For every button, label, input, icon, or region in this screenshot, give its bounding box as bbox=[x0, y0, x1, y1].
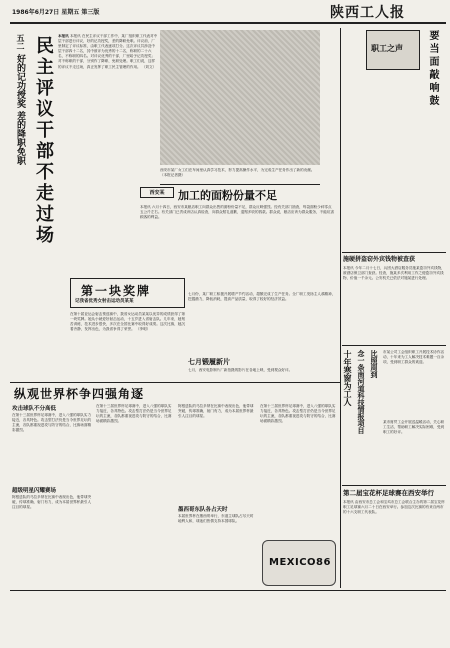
date-line: 1986年6月27日 星期五 第三版 bbox=[12, 9, 100, 16]
right-headline-b: 施硬拼盗窃外宾钱物被查获 bbox=[343, 256, 416, 263]
first-block-headline: 第一块奖牌 bbox=[81, 284, 152, 298]
left-title-small: 五二 bbox=[16, 34, 26, 50]
right-rule-3 bbox=[342, 485, 446, 486]
first-block-body: 在第十届亚运会射击预选赛中，我省女运动员某某以优异的成绩获得了第一块奖牌。她从小就爱好射击运动，十五岁进入省射击队。几年来，她刻苦训练，技术进步很快，多次在全国比赛中取得好成绩。这次比赛，她沉着冷静，发挥出色，为我省争得了荣誉。 （李明） bbox=[70, 312, 185, 332]
first-block-subtitle: 记我省优秀女射击运动员某某 bbox=[75, 299, 134, 304]
world-cup-headline: 纵观世界杯争四强角逐 bbox=[14, 387, 145, 401]
world-cup-body-c2: 阿根廷队的马拉多纳在比赛中表现出色，他带球突破，传球准确，射门有力，成为本届世界杯最引人注目的球星。 bbox=[178, 404, 254, 419]
right-body-c: 市某公司工会组织职工开展技术协作活动，十年来为工人解决技术难题一百余项，受到职工群众的欢迎。 bbox=[383, 350, 445, 365]
center-low-body-b: 七月，西安电影制片厂新拍摄的影片在各地上映，受到观众好评。 bbox=[188, 368, 293, 372]
right-col-rule bbox=[340, 28, 341, 588]
right-headline-a: 要当面敲响鼓 bbox=[427, 30, 438, 108]
world-cup-sub-a: 攻击球队不分高低 bbox=[12, 406, 57, 412]
world-cup-body-c: 本届世界杯在墨西哥举行，东道主球队占尽天时地利人和，球迷们热情支持本国球队。 bbox=[178, 514, 254, 524]
world-cup-body-d: 在第十三届世界杯足球赛中，进入八强的球队实力接近，各具特色。攻击型打法仍是当今世界足坛的主流，各队都重视进攻与防守的结合，比赛场面精彩激烈。 bbox=[260, 404, 336, 424]
right-rule-2 bbox=[342, 345, 446, 346]
paper-name: 陕西工人报 bbox=[330, 5, 405, 21]
world-cup-body-b: 阿根廷队的马拉多纳在比赛中表现出色，他带球突破，传球准确，射门有力，成为本届世界杯最引人注目的球星。 bbox=[12, 495, 92, 510]
first-block bbox=[70, 278, 185, 308]
right-headline-e: 第二届宝花杯足球赛在西安举行 bbox=[343, 489, 434, 497]
news-photo bbox=[160, 30, 320, 165]
photo-rule bbox=[160, 184, 320, 185]
mexico86-logo bbox=[262, 540, 336, 586]
left-subtitle: 好的记功授奖 差的降职免职 bbox=[15, 54, 25, 166]
right-vertical-b: 念一条南河道科技情报项目 bbox=[357, 350, 366, 434]
world-cup-body-c1: 在第十三届世界杯足球赛中，进入八强的球队实力接近，各具特色。攻击型打法仍是当今世界足坛的主流，各队都重视进攻与防守的结合，比赛场面精彩激烈。 bbox=[96, 404, 172, 424]
center-body: 本报讯 六月十四日，西安市某粮店职工向群众出售的面粉份量不足，群众反映强烈。经有关部门抽查，每袋面粉少秤零点五公斤左右。有关部门已责成该店认真检查，向群众赔礼道歉，退赔多收的钱款。群众说，粮店应该为群众服务，不能坑害顾客的利益。 bbox=[140, 205, 335, 220]
right-vertical-a: 十年寒窗为工人 bbox=[343, 350, 353, 406]
center-kicker: 西安某 bbox=[140, 187, 174, 198]
world-cup-body-a: 在第十三届世界杯足球赛中，进入八强的球队实力接近，各具特色。攻击型打法仍是当今世界足坛的主流，各队都重视进攻与防守的结合，比赛场面精彩激烈。 bbox=[12, 413, 92, 433]
right-vertical-c: 比照周到 bbox=[370, 350, 379, 378]
center-low-headline: 七月锻履新片 bbox=[188, 357, 230, 366]
center-low-body-a: 七月份，某厂职工积极开展增产节约活动，超额完成了生产任务。全厂职工发扬主人翁精神，挖掘潜力，降低消耗，提高产品质量，取得了较好的经济效益。 bbox=[188, 292, 336, 302]
left-body: 本报讯 本报讯 在民主评议干部工作中，某厂组织职工代表对中层干部进行评议，好的记功授奖，差的降职免职。评议前，厂里制定了评议标准，由职工代表逐项打分。这次评议共涉及中层干部四十二名，其中被评为优秀的十二名，称职的二十六名，不称职的四名。对评议优秀的干部，厂里给予记功授奖；对不称职的干部，分别作了降职、免职处理。职工们说，这样的评议不走过场，真正发挥了职工民主管理的作用。 （刘文） bbox=[58, 34, 158, 69]
mexico86-logo-text: MEXICO86 bbox=[269, 557, 331, 568]
world-cup-sub-c: 墨西哥东队各占天时 bbox=[178, 507, 228, 513]
lower-rule bbox=[10, 382, 340, 383]
masthead-rule bbox=[10, 22, 446, 24]
left-headline: 民主评议干部不走过场 bbox=[33, 36, 54, 246]
right-banner-text: 职工之声 bbox=[371, 43, 403, 53]
right-rule-1 bbox=[342, 252, 446, 253]
world-cup-sub-b: 超级明星闪耀赛场 bbox=[12, 488, 57, 494]
right-body-b: 本报讯 今年二月十七日，兵团大酒店服务员施某盗窃外宾钱物，被酒店保卫部门查获。经查，施某多次利用工作之便盗窃外宾钱物，价值一千余元。公安机关已依法对施某进行处理。 bbox=[343, 266, 445, 281]
center-headline: 加工的面粉份量不足 bbox=[178, 189, 277, 202]
right-banner bbox=[366, 30, 420, 70]
photo-caption: 西安市某厂女工们在车间里认真学习技术，努力提高操作水平，为完成生产任务作出了新的贡献。 （本报记者摄） bbox=[160, 168, 315, 178]
right-body-d: 某市财贸工会开展送温暖活动，关心职工生活，帮助职工解决实际困难，受到职工的好评。 bbox=[383, 420, 445, 435]
bottom-rule bbox=[10, 590, 446, 591]
masthead bbox=[0, 0, 450, 22]
right-body-e: 本报讯 由西安市总工会和宝鸡市总工会联合主办的第二届宝花杯职工足球赛六月二十日在西安举行。参加这次比赛的有来自两市的十六支职工代表队。 bbox=[343, 500, 445, 515]
